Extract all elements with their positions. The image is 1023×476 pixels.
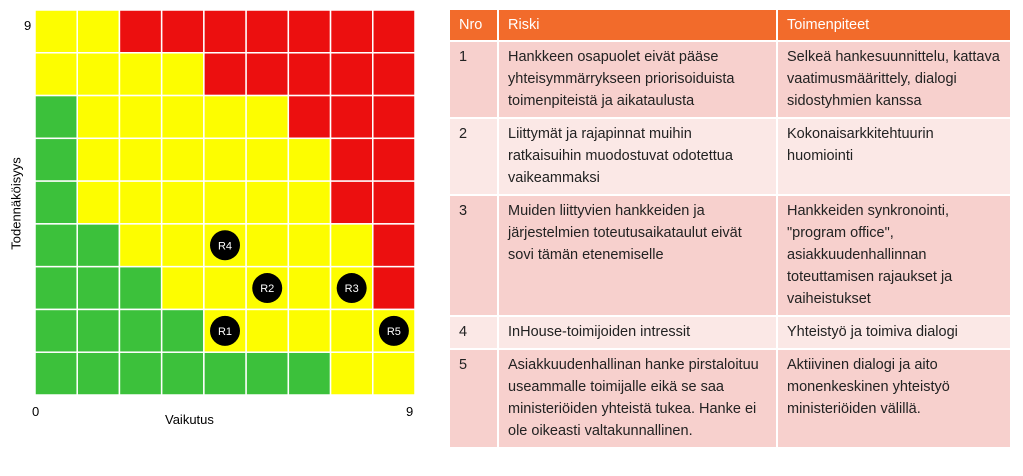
matrix-cell <box>331 181 373 224</box>
cell-toimenpiteet: Hankkeiden synkronointi, "program office", asiakkuudenhallinnan toteuttamisen rajaukset ja vaiheistukset <box>777 195 1011 316</box>
matrix-cell <box>246 224 288 267</box>
header-nro: Nro <box>450 10 498 41</box>
risk-marker-r3 <box>337 273 367 303</box>
risk-marker-r2 <box>252 273 282 303</box>
matrix-cell <box>331 10 373 53</box>
risk-table <box>450 10 1012 449</box>
matrix-cell <box>35 53 77 96</box>
risk-marker-label: R1 <box>217 325 233 338</box>
matrix-cell <box>162 224 204 267</box>
matrix-cell <box>77 138 119 181</box>
y-axis-label: Todennäköisyys <box>8 157 24 250</box>
risk-marker-label: R2 <box>260 283 275 296</box>
matrix-cell <box>288 352 330 395</box>
matrix-cell <box>162 96 204 139</box>
matrix-cell <box>119 309 161 352</box>
matrix-cell <box>373 224 415 267</box>
matrix-cell <box>77 224 119 267</box>
table-row <box>450 349 1011 448</box>
cell-toimenpiteet: Aktiivinen dialogi ja aito monenkeskinen yhteistyö ministeriöiden välillä. <box>777 349 1011 448</box>
matrix-cell <box>77 53 119 96</box>
matrix-cell <box>373 267 415 310</box>
table-row <box>450 316 1011 349</box>
cell-riski: Muiden liittyvien hankkeiden ja järjestelmien toteutusaikataulut eivät sovi tämän etenemiselle <box>498 195 777 316</box>
matrix-cell <box>77 10 119 53</box>
matrix-cell <box>246 138 288 181</box>
matrix-cell <box>35 96 77 139</box>
risk-marker-r4 <box>210 230 240 260</box>
matrix-cell <box>162 10 204 53</box>
matrix-cell <box>119 224 161 267</box>
matrix-cell <box>35 10 77 53</box>
risk-marker-label: R5 <box>386 325 401 338</box>
matrix-cell <box>162 181 204 224</box>
table-row <box>450 195 1011 316</box>
matrix-cell <box>204 352 246 395</box>
matrix-cell <box>35 181 77 224</box>
matrix-cell <box>288 10 330 53</box>
y-tick-max: 9 <box>24 18 32 33</box>
x-axis-label: Vaikutus <box>165 412 214 427</box>
matrix-cell <box>204 53 246 96</box>
header-toimenpiteet: Toimenpiteet <box>777 10 1011 41</box>
matrix-cell <box>288 96 330 139</box>
matrix-cell <box>331 138 373 181</box>
x-tick-min: 0 <box>32 404 40 419</box>
cell-nro: 5 <box>450 349 498 448</box>
cell-riski: Liittymät ja rajapinnat muihin ratkaisuihin muodostuvat odotettua vaikeammaksi <box>498 118 777 195</box>
matrix-cell <box>288 224 330 267</box>
matrix-cell <box>162 53 204 96</box>
cell-nro: 2 <box>450 118 498 195</box>
matrix-cell <box>331 309 373 352</box>
matrix-cell <box>373 53 415 96</box>
risk-matrix-chart <box>0 0 440 476</box>
matrix-cell <box>204 96 246 139</box>
cell-toimenpiteet: Kokonaisarkkitehtuurin huomiointi <box>777 118 1011 195</box>
matrix-cell <box>331 96 373 139</box>
matrix-cell <box>246 53 288 96</box>
matrix-cell <box>162 352 204 395</box>
matrix-cell <box>162 138 204 181</box>
matrix-cell <box>373 181 415 224</box>
header-riski: Riski <box>498 10 777 41</box>
matrix-cell <box>77 181 119 224</box>
matrix-cell <box>246 96 288 139</box>
matrix-cell <box>246 10 288 53</box>
matrix-cell <box>77 309 119 352</box>
matrix-cell <box>288 181 330 224</box>
matrix-cell <box>35 224 77 267</box>
cell-toimenpiteet: Selkeä hankesuunnittelu, kattava vaatimusmäärittely, dialogi sidostyhmien kanssa <box>777 41 1011 118</box>
matrix-cell <box>119 267 161 310</box>
table-row <box>450 118 1011 195</box>
matrix-cell <box>119 352 161 395</box>
matrix-cell <box>119 138 161 181</box>
matrix-cell <box>288 138 330 181</box>
risk-marker-label: R4 <box>217 240 233 253</box>
matrix-cell <box>373 138 415 181</box>
x-tick-max: 9 <box>406 404 414 419</box>
matrix-cell <box>35 138 77 181</box>
cell-nro: 1 <box>450 41 498 118</box>
matrix-cell <box>119 53 161 96</box>
matrix-cell <box>288 309 330 352</box>
cell-nro: 3 <box>450 195 498 316</box>
matrix-cell <box>77 352 119 395</box>
matrix-cell <box>35 352 77 395</box>
matrix-cell <box>331 53 373 96</box>
risk-marker-r5 <box>379 316 409 346</box>
cell-nro: 4 <box>450 316 498 349</box>
cell-riski: InHouse-toimijoiden intressit <box>498 316 777 349</box>
matrix-cell <box>288 53 330 96</box>
matrix-cell <box>331 224 373 267</box>
matrix-cell <box>119 10 161 53</box>
matrix-cell <box>119 181 161 224</box>
cell-riski: Hankkeen osapuolet eivät pääse yhteisymmärrykseen priorisoiduista toimenpiteistä ja aikataulusta <box>498 41 777 118</box>
risk-marker-r1 <box>210 316 240 346</box>
matrix-cell <box>288 267 330 310</box>
matrix-cell <box>204 10 246 53</box>
matrix-cell <box>77 96 119 139</box>
matrix-cell <box>204 267 246 310</box>
matrix-cell <box>35 309 77 352</box>
matrix-cell <box>373 96 415 139</box>
table-header-row <box>450 10 1011 41</box>
matrix-cell <box>373 352 415 395</box>
cell-toimenpiteet: Yhteistyö ja toimiva dialogi <box>777 316 1011 349</box>
cell-riski: Asiakkuudenhallinan hanke pirstaloituu useammalle toimijalle eikä se saa ministeriöiden yhteistä tukea. Hanke ei ole oikeasti valtakunnallinen. <box>498 349 777 448</box>
matrix-cell <box>373 10 415 53</box>
matrix-cell <box>204 138 246 181</box>
matrix-cell <box>77 267 119 310</box>
risk-marker-label: R3 <box>344 283 359 296</box>
matrix-cell <box>119 96 161 139</box>
matrix-cell <box>162 309 204 352</box>
matrix-cell <box>246 352 288 395</box>
matrix-cell <box>204 181 246 224</box>
table-row <box>450 41 1011 118</box>
matrix-cell <box>246 181 288 224</box>
matrix-cell <box>331 352 373 395</box>
matrix-cell <box>162 267 204 310</box>
matrix-cell <box>35 267 77 310</box>
matrix-cell <box>246 309 288 352</box>
